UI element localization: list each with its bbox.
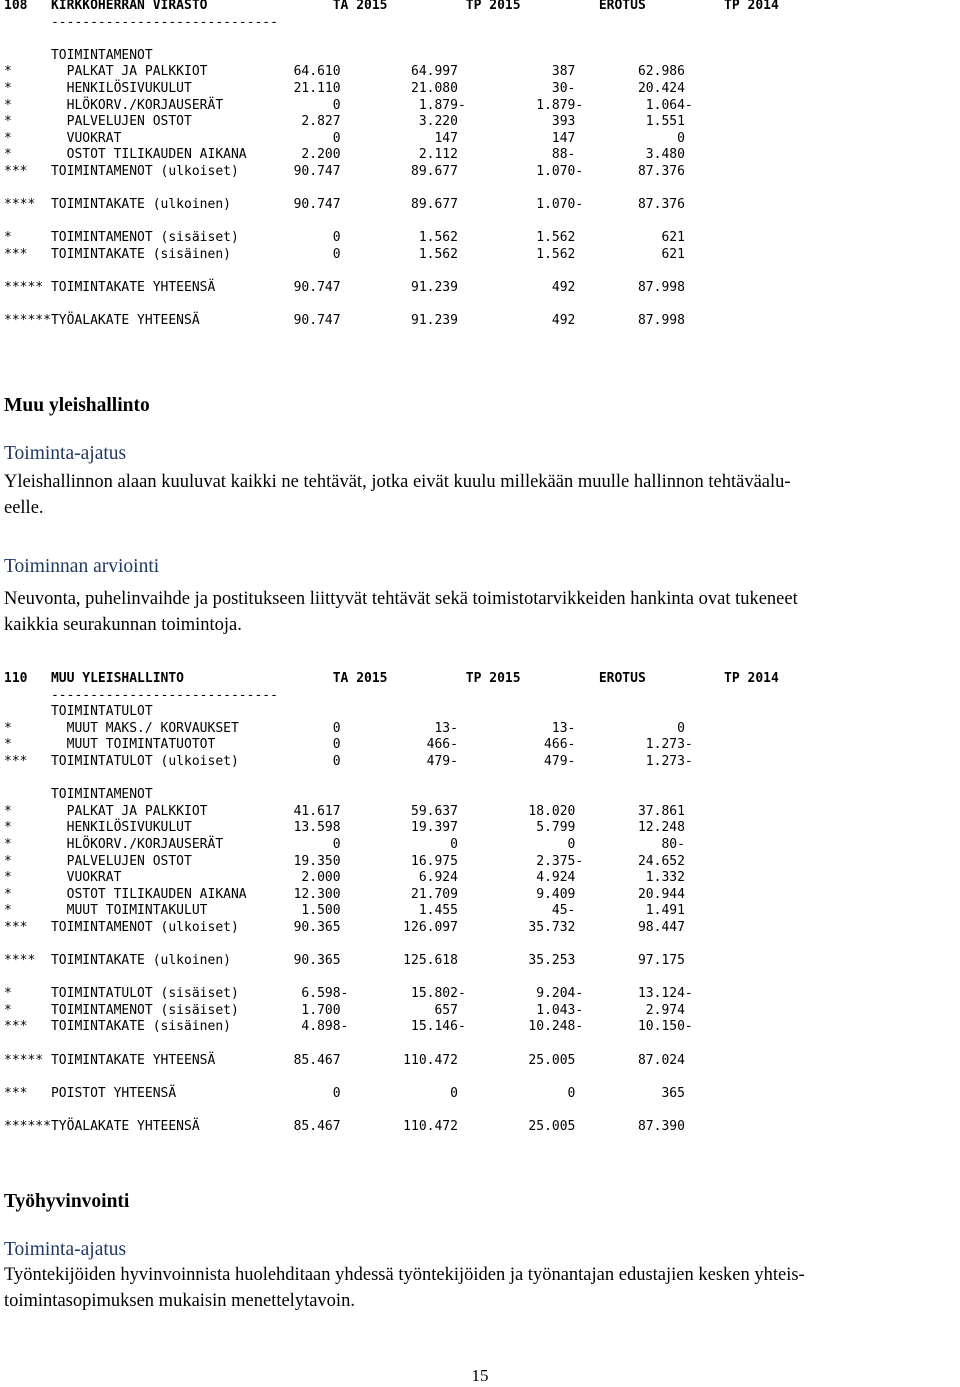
paragraph-line: eelle. <box>4 498 44 518</box>
table-row: * OSTOT TILIKAUDEN AIKANA 2.200 2.112 88- 3.480 <box>4 147 685 163</box>
paragraph-line: Yleishallinnon alaan kuuluvat kaikki ne tehtävät, jotka eivät kuulu millekään muulle hallinnon tehtäväalu- <box>4 472 791 492</box>
table-row: * TOIMINTATULOT (sisäiset) 6.598- 15.802- 9.204- 13.124- <box>4 986 693 1002</box>
table-row: * HENKILÖSIVUKULUT 21.110 21.080 30- 20.424 <box>4 80 685 96</box>
table-row: * MUUT TOIMINTATUOTOT 0 466- 466- 1.273- <box>4 737 693 753</box>
table-row: **** TOIMINTAKATE (ulkoinen) 90.747 89.677 1.070- 87.376 <box>4 197 685 213</box>
table-row: * MUUT TOIMINTAKULUT 1.500 1.455 45- 1.491 <box>4 903 685 919</box>
page-number: 15 <box>471 1366 489 1385</box>
table-row: * OSTOT TILIKAUDEN AIKANA 12.300 21.709 9.409 20.944 <box>4 886 685 902</box>
table-row: TOIMINTAMENOT <box>4 787 153 803</box>
subheading-toiminta-ajatus-2: Toiminta-ajatus <box>4 1239 127 1260</box>
table-row: * HLÖKORV./KORJAUSERÄT 0 1.879- 1.879- 1.064- <box>4 97 693 113</box>
report-108-rule: ----------------------------- <box>4 14 278 30</box>
paragraph-line: Työntekijöiden hyvinvoinnista huolehditaan yhdessä työntekijöiden ja työnantajan edustajien kesken yhteis- <box>4 1265 805 1285</box>
report-108-table <box>4 0 779 330</box>
section-title-tyohyvinvointi: Työhyvinvointi <box>4 1191 130 1212</box>
table-row: * PALKAT JA PALKKIOT 41.617 59.637 18.020 37.861 <box>4 803 685 819</box>
table-row: * MUUT MAKS./ KORVAUKSET 0 13- 13- 0 <box>4 720 685 736</box>
table-row: *** TOIMINTAMENOT (ulkoiset) 90.365 126.097 35.732 98.447 <box>4 919 685 935</box>
subheading-toiminta-ajatus: Toiminta-ajatus <box>4 443 127 464</box>
table-row: *** TOIMINTATULOT (ulkoiset) 0 479- 479- 1.273- <box>4 753 693 769</box>
paragraph-line: kaikkia seurakunnan toimintoja. <box>4 615 242 635</box>
report-110-header: 110 MUU YLEISHALLINTO TA 2015 TP 2015 EROTUS TP 2014 <box>4 671 779 686</box>
table-row: * VUOKRAT 0 147 147 0 <box>4 130 685 146</box>
table-row: TOIMINTATULOT <box>4 704 153 720</box>
table-row: * PALKAT JA PALKKIOT 64.610 64.997 387 62.986 <box>4 64 685 80</box>
paragraph-line: Neuvonta, puhelinvaihde ja postitukseen liittyvät tehtävät sekä toimistotarvikkeiden hankinta ovat tukeneet <box>4 589 798 609</box>
report-108-header: 108 KIRKKOHERRAN VIRASTO TA 2015 TP 2015 EROTUS TP 2014 <box>4 0 779 13</box>
section-title-muu-yleishallinto: Muu yleishallinto <box>4 395 150 416</box>
table-row: * TOIMINTAMENOT (sisäiset) 0 1.562 1.562 621 <box>4 230 685 246</box>
table-row: * TOIMINTAMENOT (sisäiset) 1.700 657 1.043- 2.974 <box>4 1002 685 1018</box>
table-row: *** TOIMINTAKATE (sisäinen) 4.898- 15.146- 10.248- 10.150- <box>4 1019 693 1035</box>
subheading-toiminnan-arviointi: Toiminnan arviointi <box>4 556 160 577</box>
paragraph-toiminta-ajatus <box>4 469 954 521</box>
table-row: TOIMINTAMENOT <box>4 47 153 63</box>
table-row: * PALVELUJEN OSTOT 19.350 16.975 2.375- 24.652 <box>4 853 685 869</box>
report-110-rows <box>4 704 693 1134</box>
table-row: * HLÖKORV./KORJAUSERÄT 0 0 0 80- <box>4 836 685 852</box>
paragraph-tyohyvinvointi <box>4 1262 954 1314</box>
table-row: ***** TOIMINTAKATE YHTEENSÄ 85.467 110.472 25.005 87.024 <box>4 1052 685 1068</box>
table-row: *** TOIMINTAMENOT (ulkoiset) 90.747 89.677 1.070- 87.376 <box>4 163 685 179</box>
table-row: * HENKILÖSIVUKULUT 13.598 19.397 5.799 12.248 <box>4 820 685 836</box>
table-row: *** TOIMINTAKATE (sisäinen) 0 1.562 1.562 621 <box>4 246 685 262</box>
table-row: * PALVELUJEN OSTOT 2.827 3.220 393 1.551 <box>4 114 685 130</box>
table-row: *** POISTOT YHTEENSÄ 0 0 0 365 <box>4 1085 685 1101</box>
table-row: **** TOIMINTAKATE (ulkoinen) 90.365 125.618 35.253 97.175 <box>4 953 685 969</box>
report-110-table <box>4 671 779 1136</box>
report-110-rule: ----------------------------- <box>4 687 278 703</box>
table-row: ******TYÖALAKATE YHTEENSÄ 85.467 110.472 25.005 87.390 <box>4 1119 685 1135</box>
report-108-rows <box>4 48 693 329</box>
paragraph-line: toimintasopimuksen mukaisin menettelytavoin. <box>4 1291 355 1311</box>
table-row: ***** TOIMINTAKATE YHTEENSÄ 90.747 91.239 492 87.998 <box>4 280 685 296</box>
table-row: ******TYÖALAKATE YHTEENSÄ 90.747 91.239 492 87.998 <box>4 313 685 329</box>
paragraph-toiminnan-arviointi <box>4 586 954 638</box>
table-row: * VUOKRAT 2.000 6.924 4.924 1.332 <box>4 870 685 886</box>
